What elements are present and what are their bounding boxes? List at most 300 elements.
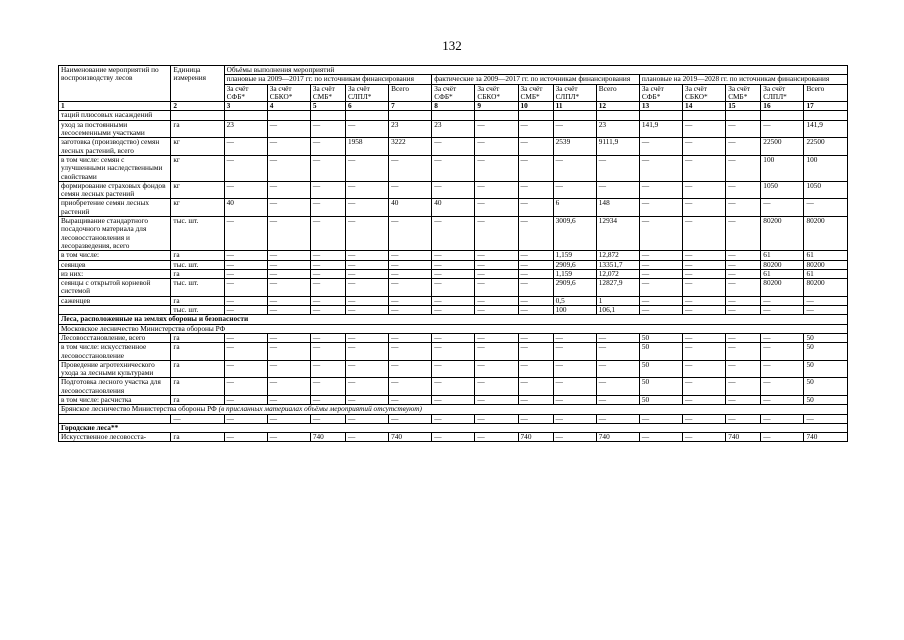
row-value-cell: — (553, 395, 596, 404)
row-value-cell: — (267, 279, 310, 297)
row-name-cell: сеянцев (59, 260, 171, 269)
row-value-cell: 80200 (761, 279, 804, 297)
table-row (59, 360, 848, 378)
row-value-cell: — (596, 333, 639, 342)
row-unit-cell: тыс. шт. (171, 279, 224, 297)
row-value-cell: — (432, 251, 475, 260)
row-value-cell: — (726, 296, 761, 305)
row-value-cell: — (267, 155, 310, 181)
row-value-cell: — (683, 378, 726, 396)
row-value-cell: — (345, 414, 388, 423)
row-value-cell: 3222 (389, 138, 432, 156)
row-value-cell: — (310, 120, 345, 138)
row-value-cell: 2539 (553, 138, 596, 156)
row-value-cell: 23 (389, 120, 432, 138)
column-number-cell: 9 (475, 102, 518, 111)
row-value-cell: — (761, 414, 804, 423)
row-value-cell: — (389, 343, 432, 361)
row-value-cell: 740 (389, 433, 432, 442)
row-value-cell: — (224, 306, 267, 315)
row-value-cell: — (267, 251, 310, 260)
row-value-cell: — (518, 333, 553, 342)
row-value-cell: — (267, 269, 310, 278)
row-value-cell: — (310, 138, 345, 156)
header-source-cell: За счёт СЛПЛ* (761, 84, 804, 102)
header-source-cell: Всего (596, 84, 639, 102)
row-value-cell: — (683, 433, 726, 442)
row-value-cell: 1 (596, 296, 639, 305)
row-name-cell (59, 414, 171, 423)
row-name-cell: уход за постоянными лесосеменными участками (59, 120, 171, 138)
row-value-cell: — (267, 333, 310, 342)
row-value-cell: 40 (432, 199, 475, 217)
header-actual-2009: фактические за 2009—2017 гг. по источникам финансирования (432, 75, 640, 84)
section-city-forests-label: Городские леса** (61, 423, 119, 432)
row-name-cell: в том числе: семян с улучшенными наследственными свойствами (59, 155, 171, 181)
header-source-cell: Всего (804, 84, 848, 102)
row-value-cell: — (432, 296, 475, 305)
row-value-cell: — (804, 296, 848, 305)
row-value-cell: 12,072 (596, 269, 639, 278)
row-value-cell: 100 (553, 306, 596, 315)
row-value-cell: — (683, 296, 726, 305)
row-value-cell: — (267, 260, 310, 269)
row-name-cell: саженцев (59, 296, 171, 305)
row-value-cell: — (310, 155, 345, 181)
row-value-cell: 740 (518, 433, 553, 442)
row-value-cell: 148 (596, 199, 639, 217)
row-value-cell (345, 111, 388, 120)
table-row (59, 279, 848, 297)
row-value-cell: — (639, 306, 682, 315)
row-value-cell: — (761, 199, 804, 217)
row-value-cell: 3009,6 (553, 217, 596, 251)
row-value-cell: 50 (804, 333, 848, 342)
row-value-cell: — (553, 120, 596, 138)
row-value-cell: — (475, 217, 518, 251)
table-row (59, 199, 848, 217)
row-name-cell (59, 306, 171, 315)
row-value-cell: — (726, 378, 761, 396)
row-unit-cell (171, 111, 224, 120)
row-value-cell: — (345, 343, 388, 361)
row-unit-cell: кг (171, 199, 224, 217)
column-number-cell: 8 (432, 102, 475, 111)
row-value-cell: — (683, 414, 726, 423)
row-value-cell: — (726, 181, 761, 199)
row-value-cell: — (518, 155, 553, 181)
row-value-cell: — (475, 296, 518, 305)
row-value-cell: — (345, 433, 388, 442)
row-value-cell: 12,872 (596, 251, 639, 260)
header-source-cell: За счёт СФБ* (639, 84, 682, 102)
table-row (59, 378, 848, 396)
row-value-cell: — (310, 343, 345, 361)
row-value-cell: — (761, 333, 804, 342)
row-value-cell: — (224, 138, 267, 156)
row-value-cell: 23 (596, 120, 639, 138)
row-value-cell: 61 (804, 251, 848, 260)
row-value-cell: — (310, 333, 345, 342)
row-value-cell: — (553, 414, 596, 423)
row-value-cell: — (432, 433, 475, 442)
table-row (59, 269, 848, 278)
row-value-cell: — (518, 378, 553, 396)
row-name-cell: заготовка (производство) семян лесных растений, всего (59, 138, 171, 156)
table-row (59, 433, 848, 442)
row-value-cell: — (389, 269, 432, 278)
row-value-cell: — (345, 251, 388, 260)
header-planned-2019: плановые на 2019—2028 гг. по источникам финансирования (639, 75, 847, 84)
header-name-col: Наименование мероприятий по воспроизводству лесов (59, 66, 171, 102)
row-value-cell: — (518, 260, 553, 269)
row-value-cell: 80200 (761, 260, 804, 269)
row-value-cell: — (761, 433, 804, 442)
row-value-cell: — (761, 343, 804, 361)
row-value-cell: — (310, 199, 345, 217)
row-value-cell: — (683, 251, 726, 260)
row-value-cell: — (683, 217, 726, 251)
table-row (59, 181, 848, 199)
row-unit-cell: га (171, 378, 224, 396)
row-value-cell: 80200 (804, 279, 848, 297)
row-value-cell: — (518, 279, 553, 297)
row-value-cell: — (345, 217, 388, 251)
table-row (59, 260, 848, 269)
row-value-cell: 50 (804, 360, 848, 378)
header-unit-col: Единица измерения (171, 66, 224, 102)
row-value-cell: — (639, 433, 682, 442)
row-value-cell: — (596, 181, 639, 199)
row-value-cell: — (432, 269, 475, 278)
row-value-cell: — (267, 343, 310, 361)
row-value-cell: 80200 (804, 260, 848, 269)
row-value-cell: — (224, 343, 267, 361)
row-value-cell: — (553, 433, 596, 442)
row-value-cell: — (432, 279, 475, 297)
row-value-cell: — (310, 181, 345, 199)
row-value-cell: — (389, 155, 432, 181)
row-value-cell: — (224, 414, 267, 423)
row-value-cell: 2909,6 (553, 260, 596, 269)
row-value-cell: — (683, 306, 726, 315)
row-value-cell: — (726, 333, 761, 342)
row-unit-cell: кг (171, 181, 224, 199)
subsection-moscow (59, 324, 848, 333)
row-value-cell: — (475, 181, 518, 199)
column-number-cell: 2 (171, 102, 224, 111)
table-row (59, 395, 848, 404)
row-value-cell: 106,1 (596, 306, 639, 315)
row-value-cell: — (310, 269, 345, 278)
row-unit-cell: га (171, 360, 224, 378)
row-value-cell: — (310, 414, 345, 423)
row-value-cell: — (726, 155, 761, 181)
table-row (59, 120, 848, 138)
row-value-cell: 740 (726, 433, 761, 442)
row-value-cell: — (726, 251, 761, 260)
row-value-cell (726, 111, 761, 120)
header-group-title: Объёмы выполнения мероприятий (224, 66, 847, 75)
table-row (59, 251, 848, 260)
row-value-cell: — (310, 217, 345, 251)
row-value-cell: — (432, 414, 475, 423)
row-value-cell: — (639, 414, 682, 423)
row-value-cell: — (518, 306, 553, 315)
row-value-cell: — (267, 378, 310, 396)
row-unit-cell: тыс. шт. (171, 217, 224, 251)
row-value-cell: — (475, 251, 518, 260)
section-city-forests (59, 423, 848, 432)
row-value-cell: — (224, 360, 267, 378)
row-value-cell: — (171, 414, 224, 423)
row-value-cell: — (518, 269, 553, 278)
row-name-cell: в том числе: искусственное лесовосстановление (59, 343, 171, 361)
row-value-cell: — (389, 260, 432, 269)
row-value-cell: — (475, 279, 518, 297)
row-value-cell: — (432, 260, 475, 269)
row-value-cell: 61 (761, 269, 804, 278)
row-value-cell: — (726, 306, 761, 315)
row-value-cell: 100 (804, 155, 848, 181)
row-value-cell: 50 (639, 360, 682, 378)
row-value-cell: — (389, 181, 432, 199)
row-value-cell: 23 (224, 120, 267, 138)
row-value-cell: — (639, 296, 682, 305)
row-value-cell: — (761, 378, 804, 396)
table-row (59, 414, 848, 423)
row-value-cell: 50 (804, 378, 848, 396)
row-value-cell: 22500 (804, 138, 848, 156)
row-value-cell: — (596, 155, 639, 181)
row-value-cell: 80200 (761, 217, 804, 251)
row-value-cell (310, 111, 345, 120)
row-value-cell: 12934 (596, 217, 639, 251)
row-value-cell: — (345, 378, 388, 396)
row-value-cell (639, 111, 682, 120)
row-value-cell: 12827,9 (596, 279, 639, 297)
row-value-cell: — (596, 378, 639, 396)
row-value-cell: — (345, 120, 388, 138)
row-value-cell: — (761, 296, 804, 305)
row-name-cell: таций плюсовых насаждений (59, 111, 171, 120)
row-value-cell: — (596, 395, 639, 404)
row-value-cell: — (518, 343, 553, 361)
row-value-cell: — (389, 395, 432, 404)
table-row (59, 155, 848, 181)
row-unit-cell: га (171, 433, 224, 442)
row-value-cell: — (761, 306, 804, 315)
row-value-cell: — (475, 378, 518, 396)
row-value-cell (761, 111, 804, 120)
row-unit-cell: га (171, 343, 224, 361)
header-source-cell: За счёт СМБ* (310, 84, 345, 102)
row-value-cell: 61 (804, 269, 848, 278)
table-row (59, 343, 848, 361)
row-value-cell: — (726, 343, 761, 361)
row-value-cell: — (345, 395, 388, 404)
row-value-cell: — (475, 343, 518, 361)
row-value-cell: 50 (639, 378, 682, 396)
row-value-cell: — (639, 269, 682, 278)
row-value-cell: — (726, 279, 761, 297)
row-value-cell: — (345, 269, 388, 278)
table-row (59, 217, 848, 251)
row-unit-cell: кг (171, 138, 224, 156)
header-source-cell: За счёт СЛПЛ* (553, 84, 596, 102)
row-value-cell: — (389, 306, 432, 315)
row-value-cell: — (345, 296, 388, 305)
row-value-cell: — (518, 138, 553, 156)
row-value-cell: 61 (761, 251, 804, 260)
row-value-cell: — (224, 181, 267, 199)
row-unit-cell: тыс. шт. (171, 260, 224, 269)
row-value-cell: — (389, 360, 432, 378)
row-value-cell: — (683, 120, 726, 138)
header-source-cell: За счёт СМБ* (518, 84, 553, 102)
row-value-cell: — (267, 395, 310, 404)
table-row (59, 306, 848, 315)
row-value-cell (224, 111, 267, 120)
table-row (59, 296, 848, 305)
row-value-cell: — (224, 333, 267, 342)
row-value-cell: — (639, 181, 682, 199)
row-value-cell: — (553, 333, 596, 342)
row-value-cell: 740 (596, 433, 639, 442)
row-value-cell: — (553, 155, 596, 181)
row-value-cell: — (761, 360, 804, 378)
column-number-cell: 1 (59, 102, 171, 111)
header-source-cell: За счёт СФБ* (432, 84, 475, 102)
row-value-cell: 1,159 (553, 269, 596, 278)
row-unit-cell: кг (171, 155, 224, 181)
row-value-cell: — (389, 414, 432, 423)
row-value-cell: — (639, 260, 682, 269)
row-value-cell: — (345, 306, 388, 315)
header-source-cell: За счёт СБКО* (267, 84, 310, 102)
row-value-cell: 40 (389, 199, 432, 217)
row-value-cell: — (553, 181, 596, 199)
row-value-cell: — (432, 306, 475, 315)
row-value-cell: 740 (804, 433, 848, 442)
row-value-cell: — (224, 155, 267, 181)
row-value-cell: — (726, 360, 761, 378)
row-value-cell: 22500 (761, 138, 804, 156)
row-value-cell: — (345, 199, 388, 217)
row-value-cell: 13351,7 (596, 260, 639, 269)
row-value-cell: — (596, 343, 639, 361)
row-value-cell: — (518, 414, 553, 423)
row-value-cell: — (683, 279, 726, 297)
row-value-cell: — (432, 395, 475, 404)
row-value-cell: — (518, 251, 553, 260)
row-value-cell: — (389, 296, 432, 305)
row-value-cell: 23 (432, 120, 475, 138)
row-value-cell: — (683, 395, 726, 404)
row-value-cell (267, 111, 310, 120)
row-unit-cell: га (171, 333, 224, 342)
row-value-cell: — (432, 343, 475, 361)
row-value-cell: 2909,6 (553, 279, 596, 297)
row-value-cell: — (518, 360, 553, 378)
column-number-cell: 15 (726, 102, 761, 111)
row-value-cell: 50 (639, 343, 682, 361)
row-value-cell: — (683, 260, 726, 269)
row-value-cell: — (267, 138, 310, 156)
table-row (59, 111, 848, 120)
column-number-cell: 16 (761, 102, 804, 111)
row-value-cell: — (683, 343, 726, 361)
row-name-cell: из них: (59, 269, 171, 278)
row-value-cell: — (267, 296, 310, 305)
row-value-cell: — (267, 306, 310, 315)
row-value-cell: — (683, 181, 726, 199)
row-value-cell: 40 (224, 199, 267, 217)
row-value-cell: — (432, 155, 475, 181)
row-value-cell: — (475, 138, 518, 156)
header-source-cell: За счёт СЛПЛ* (345, 84, 388, 102)
row-value-cell: — (389, 279, 432, 297)
column-number-cell: 12 (596, 102, 639, 111)
row-value-cell: — (804, 199, 848, 217)
row-value-cell: — (683, 155, 726, 181)
row-value-cell: — (345, 155, 388, 181)
row-value-cell: — (267, 217, 310, 251)
row-value-cell: — (310, 279, 345, 297)
column-number-cell: 5 (310, 102, 345, 111)
row-value-cell: — (639, 251, 682, 260)
row-value-cell: 6 (553, 199, 596, 217)
row-name-cell: сеянцы с открытой корневой системой (59, 279, 171, 297)
row-value-cell: — (518, 181, 553, 199)
row-value-cell: — (389, 333, 432, 342)
row-value-cell: — (518, 199, 553, 217)
row-value-cell: — (310, 395, 345, 404)
section-defense-lands-cell (59, 315, 848, 324)
row-value-cell: 9111,9 (596, 138, 639, 156)
row-value-cell: — (804, 414, 848, 423)
row-value-cell: — (310, 306, 345, 315)
row-value-cell: — (726, 120, 761, 138)
row-value-cell: — (310, 378, 345, 396)
header-source-cell: За счёт СБКО* (475, 84, 518, 102)
column-number-cell: 13 (639, 102, 682, 111)
subsection-moscow-label: Московское лесничество Министерства обороны РФ (61, 324, 226, 333)
row-value-cell: — (267, 414, 310, 423)
table-row (59, 333, 848, 342)
row-value-cell: — (224, 251, 267, 260)
table-body (59, 111, 848, 442)
row-value-cell: — (310, 251, 345, 260)
row-unit-cell: га (171, 296, 224, 305)
row-value-cell: — (432, 360, 475, 378)
row-name-cell: формирование страховых фондов семян лесных растений (59, 181, 171, 199)
header-source-cell: За счёт СБКО* (683, 84, 726, 102)
row-value-cell (475, 111, 518, 120)
row-value-cell: — (432, 378, 475, 396)
row-value-cell: — (518, 395, 553, 404)
row-value-cell (389, 111, 432, 120)
row-value-cell: 50 (804, 343, 848, 361)
row-value-cell: — (475, 414, 518, 423)
table-row (59, 138, 848, 156)
row-value-cell: — (345, 333, 388, 342)
bryansk-note: (в присланных материалах объёмы мероприятий отсутствуют) (216, 404, 422, 414)
row-name-cell: Подготовка лесного участка для лесовосстановления (59, 378, 171, 396)
row-name-cell: в том числе: (59, 251, 171, 260)
header-source-cell: За счёт СФБ* (224, 84, 267, 102)
row-value-cell: — (224, 269, 267, 278)
